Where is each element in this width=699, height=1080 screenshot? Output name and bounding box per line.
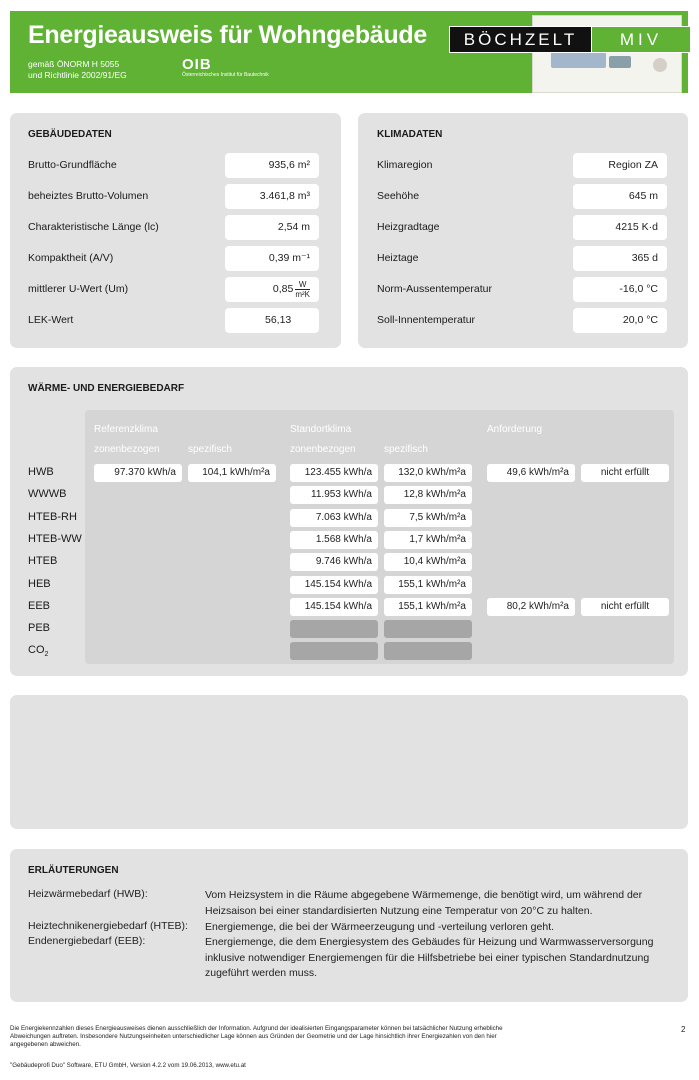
erl-label-hwb: Heizwärmebedarf (HWB): <box>28 888 148 900</box>
geb-value: 56,13 <box>225 308 319 333</box>
header-subtitle <box>28 59 127 81</box>
erl-label-eeb: Endenergiebedarf (EEB): <box>28 935 146 947</box>
energy-cell-status: nicht erfüllt <box>581 464 669 482</box>
energy-cell-anf <box>487 486 575 504</box>
energy-cell-std-spez: 12,8 kWh/m²a <box>384 486 472 504</box>
klima-label: Seehöhe <box>377 190 420 202</box>
emblem-icon <box>653 58 667 72</box>
geb-label: mittlerer U-Wert (Um) <box>28 283 129 295</box>
energy-cell-anf <box>487 531 575 549</box>
erl-text-eeb: Energiemenge, die dem Energiesystem des Gebäudes für Heizung und Warmwasserversorgung inklusive notwendiger Energiemengen für die Hilfsbetriebe bei einer typischen Standardnutzung zugeführt werden muss. <box>205 936 654 979</box>
geb-label: Kompaktheit (A/V) <box>28 252 114 264</box>
energy-cell-ref-zone <box>94 598 182 616</box>
energy-cell-ref-zone <box>94 509 182 527</box>
energy-cell-ref-spez <box>188 620 276 638</box>
energy-cell-std-zone: 11.953 kWh/a <box>290 486 378 504</box>
geb-label: beheiztes Brutto-Volumen <box>28 190 149 202</box>
energy-row-label: EEB <box>28 600 51 612</box>
energy-row-label: HTEB-WW <box>28 533 82 545</box>
header-ref-zonenbezogen: zonenbezogen <box>94 444 160 455</box>
energy-cell-std-zone: 123.455 kWh/a <box>290 464 378 482</box>
energiebedarf-title: WÄRME- UND ENERGIEBEDARF <box>28 383 185 394</box>
energy-cell-anf <box>487 576 575 594</box>
energy-cell-status <box>581 553 669 571</box>
klima-value: Region ZA <box>573 153 667 178</box>
erl-text-hteb: Energiemenge, die bei der Wärmeerzeugung und -verteilung verloren geht. <box>205 921 555 933</box>
energy-cell-status <box>581 620 669 638</box>
oib-logo-text: Österreichisches Institut für Bautechnik <box>182 72 269 78</box>
brand-right: MIV <box>592 26 691 53</box>
energy-cell-status: nicht erfüllt <box>581 598 669 616</box>
energy-cell-ref-zone <box>94 531 182 549</box>
erl-text-hwb: Vom Heizsystem in die Räume abgegebene Wärmemenge, die benötigt wird, um während der Heizsaison bei einer standardisierten Nutzung eine Temperatur von 20°C zu halten. <box>205 889 643 917</box>
energy-cell-anf <box>487 509 575 527</box>
energy-cell-std-spez: 10,4 kWh/m²a <box>384 553 472 571</box>
energy-cell-status <box>581 576 669 594</box>
energy-cell-ref-zone <box>94 553 182 571</box>
energy-cell-ref-zone <box>94 576 182 594</box>
software-credit: "Gebäudeprofi Duo" Software, ETU GmbH, Version 4.2.2 vom 19.06.2013, www.etu.at <box>10 1062 246 1069</box>
u-value: 0,85 <box>272 283 294 295</box>
header-std-spezifisch: spezifisch <box>384 444 428 455</box>
energy-cell-anf: 49,6 kWh/m²a <box>487 464 575 482</box>
header-std-zonenbezogen: zonenbezogen <box>290 444 356 455</box>
erl-label-hteb: Heiztechnikenergiebedarf (HTEB): <box>28 920 188 932</box>
page-title: Energieausweis für Wohngebäude <box>28 21 427 49</box>
klimadaten-panel <box>358 113 688 348</box>
energy-cell-ref-spez <box>188 509 276 527</box>
energy-cell-ref-spez <box>188 598 276 616</box>
energy-cell-ref-zone <box>94 642 182 660</box>
energy-cell-std-zone <box>290 620 378 638</box>
energy-row-label-subscript: 2 <box>44 651 49 659</box>
brand-logo <box>449 26 691 53</box>
unit-denominator: m²K <box>295 289 310 299</box>
energy-row-label: HWB <box>28 466 54 478</box>
energy-cell-ref-zone <box>94 486 182 504</box>
energy-row-label: WWWB <box>28 488 67 500</box>
energy-row-label: HTEB <box>28 555 58 567</box>
building-image-2 <box>609 56 631 68</box>
geb-value <box>225 277 319 302</box>
klima-label: Klimaregion <box>377 159 433 171</box>
energy-cell-status <box>581 486 669 504</box>
energy-cell-anf <box>487 642 575 660</box>
header-ref-spezifisch: spezifisch <box>188 444 232 455</box>
klima-value: 645 m <box>573 184 667 209</box>
energy-cell-anf <box>487 553 575 571</box>
energy-cell-ref-spez <box>188 531 276 549</box>
energy-cell-anf <box>487 620 575 638</box>
energy-cell-std-spez <box>384 642 472 660</box>
unit-numerator: W <box>295 280 310 290</box>
energy-cell-ref-zone <box>94 620 182 638</box>
geb-value: 2,54 m <box>225 215 319 240</box>
energy-cell-std-spez <box>384 620 472 638</box>
klima-value: 4215 K·d <box>573 215 667 240</box>
energy-cell-std-zone <box>290 642 378 660</box>
energy-cell-std-spez: 1,7 kWh/m²a <box>384 531 472 549</box>
energy-cell-std-zone: 1.568 kWh/a <box>290 531 378 549</box>
energy-cell-std-spez: 155,1 kWh/m²a <box>384 598 472 616</box>
energy-cell-ref-spez <box>188 553 276 571</box>
erlaeuterungen-title: ERLÄUTERUNGEN <box>28 865 119 876</box>
header-standortklima: Standortklima <box>290 424 352 435</box>
energy-cell-ref-spez <box>188 486 276 504</box>
disclaimer-text: Die Energiekennzahlen dieses Energieausweises dienen ausschließlich der Information. Aufgrund der idealisierten Eingangsparameter können bei tatsächlicher Nutzung erhebliche Abweichungen auftreten. Insbesondere Nutzungseinheiten unterschiedlicher Lage können aus Gründen der Geometrie und der Lage hinsichtlich ihrer Energiezahlen von den hier angegebenen abweichen. <box>10 1025 503 1048</box>
oib-logo <box>182 57 269 78</box>
subtitle-line-1: gemäß ÖNORM H 5055 <box>28 59 120 69</box>
energy-cell-ref-spez <box>188 576 276 594</box>
geb-label: Charakteristische Länge (lc) <box>28 221 159 233</box>
geb-label: Brutto-Grundfläche <box>28 159 117 171</box>
energy-cell-ref-spez <box>188 642 276 660</box>
klima-label: Norm-Aussentemperatur <box>377 283 492 295</box>
empty-panel <box>10 695 688 829</box>
energy-cell-anf: 80,2 kWh/m²a <box>487 598 575 616</box>
oib-logo-mark: OIB <box>182 56 212 73</box>
geb-value: 0,39 m⁻¹ <box>225 246 319 271</box>
klima-value: 365 d <box>573 246 667 271</box>
header-referenzklima: Referenzklima <box>94 424 158 435</box>
energy-cell-status <box>581 531 669 549</box>
energy-cell-status <box>581 509 669 527</box>
header-anforderung: Anforderung <box>487 424 543 435</box>
klima-label: Soll-Innentemperatur <box>377 314 476 326</box>
energy-cell-std-zone: 145.154 kWh/a <box>290 598 378 616</box>
energy-row-label: HTEB-RH <box>28 511 77 523</box>
energy-cell-status <box>581 642 669 660</box>
energy-cell-ref-spez: 104,1 kWh/m²a <box>188 464 276 482</box>
energy-row-label: HEB <box>28 578 51 590</box>
energy-row-label: $CO_2$ <box>28 644 49 659</box>
subtitle-line-2: und Richtlinie 2002/91/EG <box>28 70 127 80</box>
energy-cell-ref-zone: 97.370 kWh/a <box>94 464 182 482</box>
gebaeudedaten-panel <box>10 113 341 348</box>
page-number: 2 <box>681 1025 686 1034</box>
energy-cell-std-spez: 7,5 kWh/m²a <box>384 509 472 527</box>
energy-cell-std-zone: 7.063 kWh/a <box>290 509 378 527</box>
building-image <box>551 52 606 68</box>
geb-value: 3.461,8 m³ <box>225 184 319 209</box>
energy-cell-std-spez: 132,0 kWh/m²a <box>384 464 472 482</box>
klima-label: Heiztage <box>377 252 419 264</box>
klimadaten-title: KLIMADATEN <box>377 129 443 140</box>
klima-value: 20,0 °C <box>573 308 667 333</box>
energy-row-label: PEB <box>28 622 51 634</box>
brand-left: BÖCHZELT <box>449 26 592 53</box>
klima-value: -16,0 °C <box>573 277 667 302</box>
energy-cell-std-spez: 155,1 kWh/m²a <box>384 576 472 594</box>
u-value-unit <box>295 280 310 299</box>
klima-label: Heizgradtage <box>377 221 440 233</box>
energy-cell-std-zone: 145.154 kWh/a <box>290 576 378 594</box>
geb-value: 935,6 m² <box>225 153 319 178</box>
gebaeudedaten-title: GEBÄUDEDATEN <box>28 129 112 140</box>
energy-cell-std-zone: 9.746 kWh/a <box>290 553 378 571</box>
geb-label: LEK-Wert <box>28 314 74 326</box>
